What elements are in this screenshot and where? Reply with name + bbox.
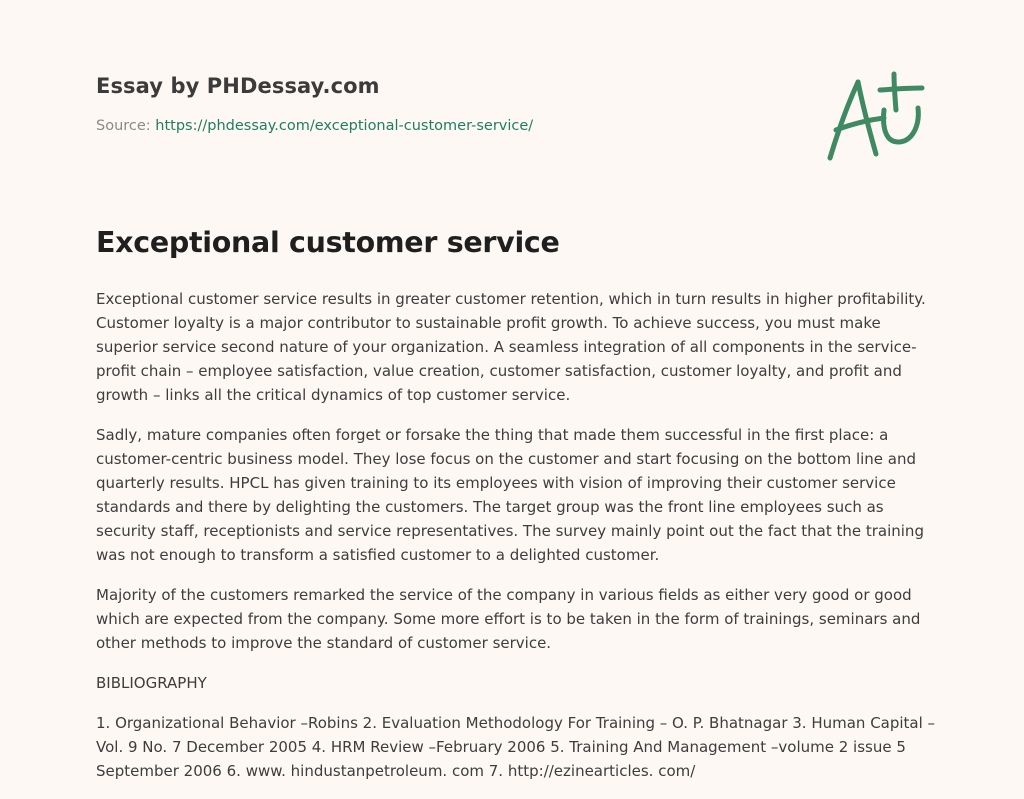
a-plus-logo-icon bbox=[822, 68, 928, 164]
essay-article bbox=[96, 226, 936, 799]
essay-paragraph: Sadly, mature companies often forget or forsake the thing that made them successful in the first place: a customer-centric business model. They lose focus on the customer and start focusing on the bottom line and quarterly results. HPCL has given training to its employees with vision of improving their customer service standards and there by delighting the customers. The target group was the front line employees such as security staff, receptionists and service representatives. The survey mainly point out the fact that the training was not enough to transform a satisfied customer to a delighted customer. bbox=[96, 426, 924, 564]
site-brand: Essay by PHDessay.com bbox=[96, 74, 380, 98]
source-link[interactable]: https://phdessay.com/exceptional-customer-service/ bbox=[155, 118, 534, 134]
essay-paragraph: Exceptional customer service results in greater customer retention, which in turn results in higher profitability. Customer loyalty is a major contributor to sustainable profit growth. To achieve success, you must make superior service second nature of your organization. A seamless integration of all components in the service-profit chain – employee satisfaction, value creation, customer satisfaction, customer loyalty, and profit and growth – links all the critical dynamics of top customer service. bbox=[96, 290, 926, 404]
essay-paragraph: Majority of the customers remarked the service of the company in various fields as either very good or good which are expected from the company. Some more effort is to be taken in the form of trainings, seminars and other methods to improve the standard of customer service. bbox=[96, 586, 921, 652]
bibliography-heading: BIBLIOGRAPHY bbox=[96, 674, 207, 692]
essay-header bbox=[96, 74, 796, 134]
source-label: Source: bbox=[96, 118, 156, 134]
essay-title: Exceptional customer service bbox=[96, 226, 560, 259]
source-line bbox=[96, 118, 796, 134]
bibliography-list: 1. Organizational Behavior –Robins 2. Evaluation Methodology For Training – O. P. Bhatnagar 3. Human Capital – Vol. 9 No. 7 December 2005 4. HRM Review –February 2006 5. Training And Management –volume 2 issue 5 September 2006 6. www. hindustanpetroleum. com 7. http://ezinearticles. com/ bbox=[96, 714, 936, 780]
